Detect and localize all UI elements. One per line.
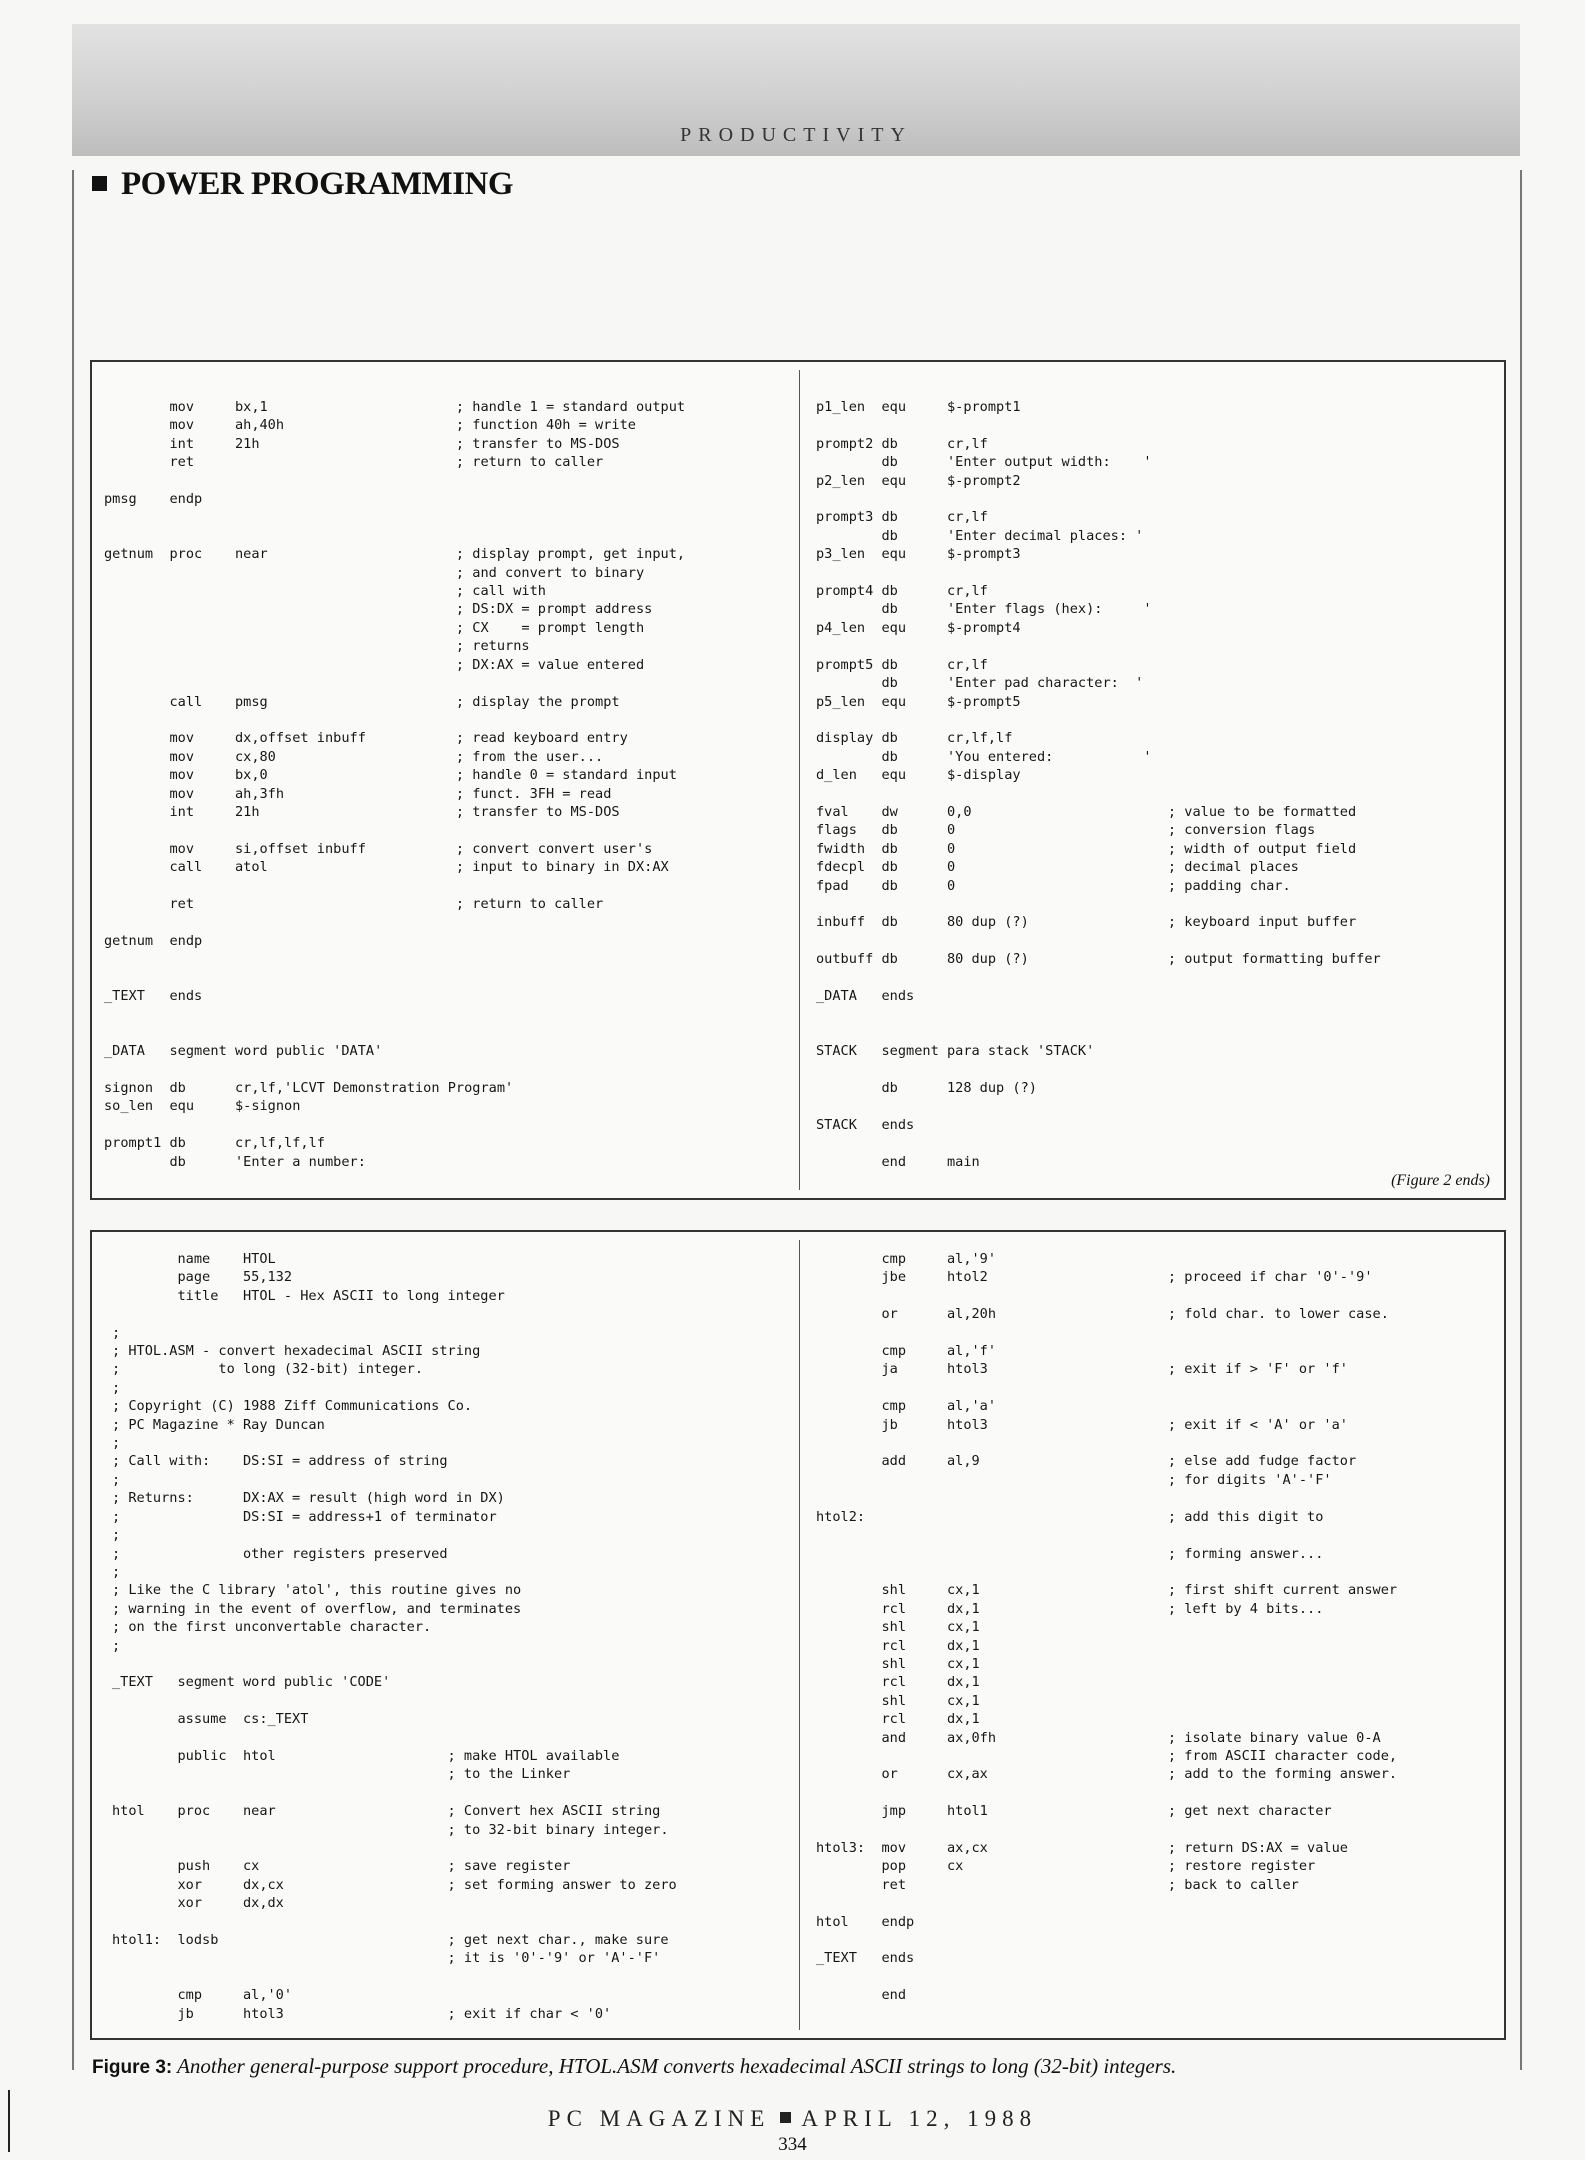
figure-2-box [90, 360, 1506, 1200]
figure-3-box [90, 1230, 1506, 2040]
page-rule-left [72, 170, 74, 2070]
caption-text: Another general-purpose support procedure, HTOL.ASM converts hexadecimal ASCII strings to long (32-bit) integers. [172, 2054, 1177, 2078]
figure-3-right-code: cmp al,'9' jbe htol2 ; proceed if char '0'-'9' or al,20h ; fold char. to lower case. cmp al,'f' ja htol3 ; exit if > 'F' or 'f' cmp al,'a' jb htol3 ; exit if < 'A' or 'a' add al,9 ; else add fudge factor ; for digits 'A'-'F' htol2: ; add this digit to ; forming answer... shl cx,1 ; first shift current answer rcl dx,1 ; left by 4 bits... shl cx,1 rcl dx,1 shl cx,1 rcl dx,1 shl cx,1 rcl dx,1 and ax,0fh ; isolate binary value 0-A ; from ASCII character code, or cx,ax ; add to the forming answer. jmp htol1 ; get next character htol3: mov ax,cx ; return DS:AX = value pop cx ; restore register ret ; back to caller htol endp _TEXT ends end [816, 1251, 1398, 2004]
page-headline [92, 166, 513, 203]
caption-label: Figure 3: [92, 2057, 173, 2078]
page-number: 334 [778, 2134, 807, 2155]
figure-2-end-note: (Figure 2 ends) [1391, 1172, 1490, 1189]
page-footer [0, 2106, 1585, 2132]
figure-2-divider [799, 370, 800, 1190]
figure-3-divider [799, 1240, 800, 2030]
headline-text: POWER PROGRAMMING [121, 166, 514, 202]
footer-square-icon [780, 2112, 791, 2123]
page-rule-right [1520, 170, 1522, 2070]
footer-date: APRIL 12, 1988 [801, 2106, 1038, 2131]
figure-2-right-code: p1_len equ $-prompt1 prompt2 db cr,lf db 'Enter output width: ' p2_len equ $-prompt2 prompt3 db cr,lf db 'Enter decimal places: ' p3_len equ $-prompt3 prompt4 db cr,lf db 'Enter flags (hex): ' p4_len equ $-prompt4 prompt5 db cr,lf db 'Enter pad character: ' p5_len equ $-prompt5 display db cr,lf,lf db 'You entered: ' d_len equ $-display fval dw 0,0 ; value to be formatted flags db 0 ; conversion flags fwidth db 0 ; width of output field fdecpl db 0 ; decimal places fpad db 0 ; padding char. inbuff db 80 dup (?) ; keyboard input buffer outbuff db 80 dup (?) ; output formatting buffer _DATA ends STACK segment para stack 'STACK' db 128 dup (?) STACK ends end main [816, 399, 1381, 1170]
section-label: PRODUCTIVITY [680, 124, 912, 146]
footer-magazine: PC MAGAZINE [547, 2106, 771, 2131]
figure-3-caption [92, 2054, 1176, 2079]
figure-2-left-code: mov bx,1 ; handle 1 = standard output mov ah,40h ; function 40h = write int 21h ; transfer to MS-DOS ret ; return to caller pmsg endp getnum proc near ; display prompt, get input, ; and convert to binary ; call with ; DS:DX = prompt address ; CX = prompt length ; returns ; DX:AX = value entered call pmsg ; display the prompt mov dx,offset inbuff ; read keyboard entry mov cx,80 ; from the user... mov bx,0 ; handle 0 = standard input mov ah,3fh ; funct. 3FH = read int 21h ; transfer to MS-DOS mov si,offset inbuff ; convert convert user's call atol ; input to binary in DX:AX ret ; return to caller getnum endp _TEXT ends _DATA segment word public 'DATA' signon db cr,lf,'LCVT Demonstration Program' so_len equ $-signon prompt1 db cr,lf,lf,lf db 'Enter a number: [104, 399, 686, 1170]
bullet-square-icon [92, 176, 107, 191]
figure-3-left-code: name HTOL page 55,132 title HTOL - Hex ASCII to long integer ; ; HTOL.ASM - convert hexadecimal ASCII string ; to long (32-bit) integer. ; ; Copyright (C) 1988 Ziff Communications Co. ; PC Magazine * Ray Duncan ; ; Call with: DS:SI = address of string ; ; Returns: DX:AX = result (high word in DX) ; DS:SI = address+1 of terminator ; ; other registers preserved ; ; Like the C library 'atol', this routine gives no ; warning in the event of overflow, and terminates ; on the first unconvertable character. ; _TEXT segment word public 'CODE' assume cs:_TEXT public htol ; make HTOL available ; to the Linker htol proc near ; Convert hex ASCII string ; to 32-bit binary integer. push cx ; save register xor dx,cx ; set forming answer to zero xor dx,dx htol1: lodsb ; get next char., make sure ; it is '0'-'9' or 'A'-'F' cmp al,'0' jb htol3 ; exit if char < '0' [112, 1251, 677, 2022]
left-margin-mark [8, 2090, 10, 2152]
